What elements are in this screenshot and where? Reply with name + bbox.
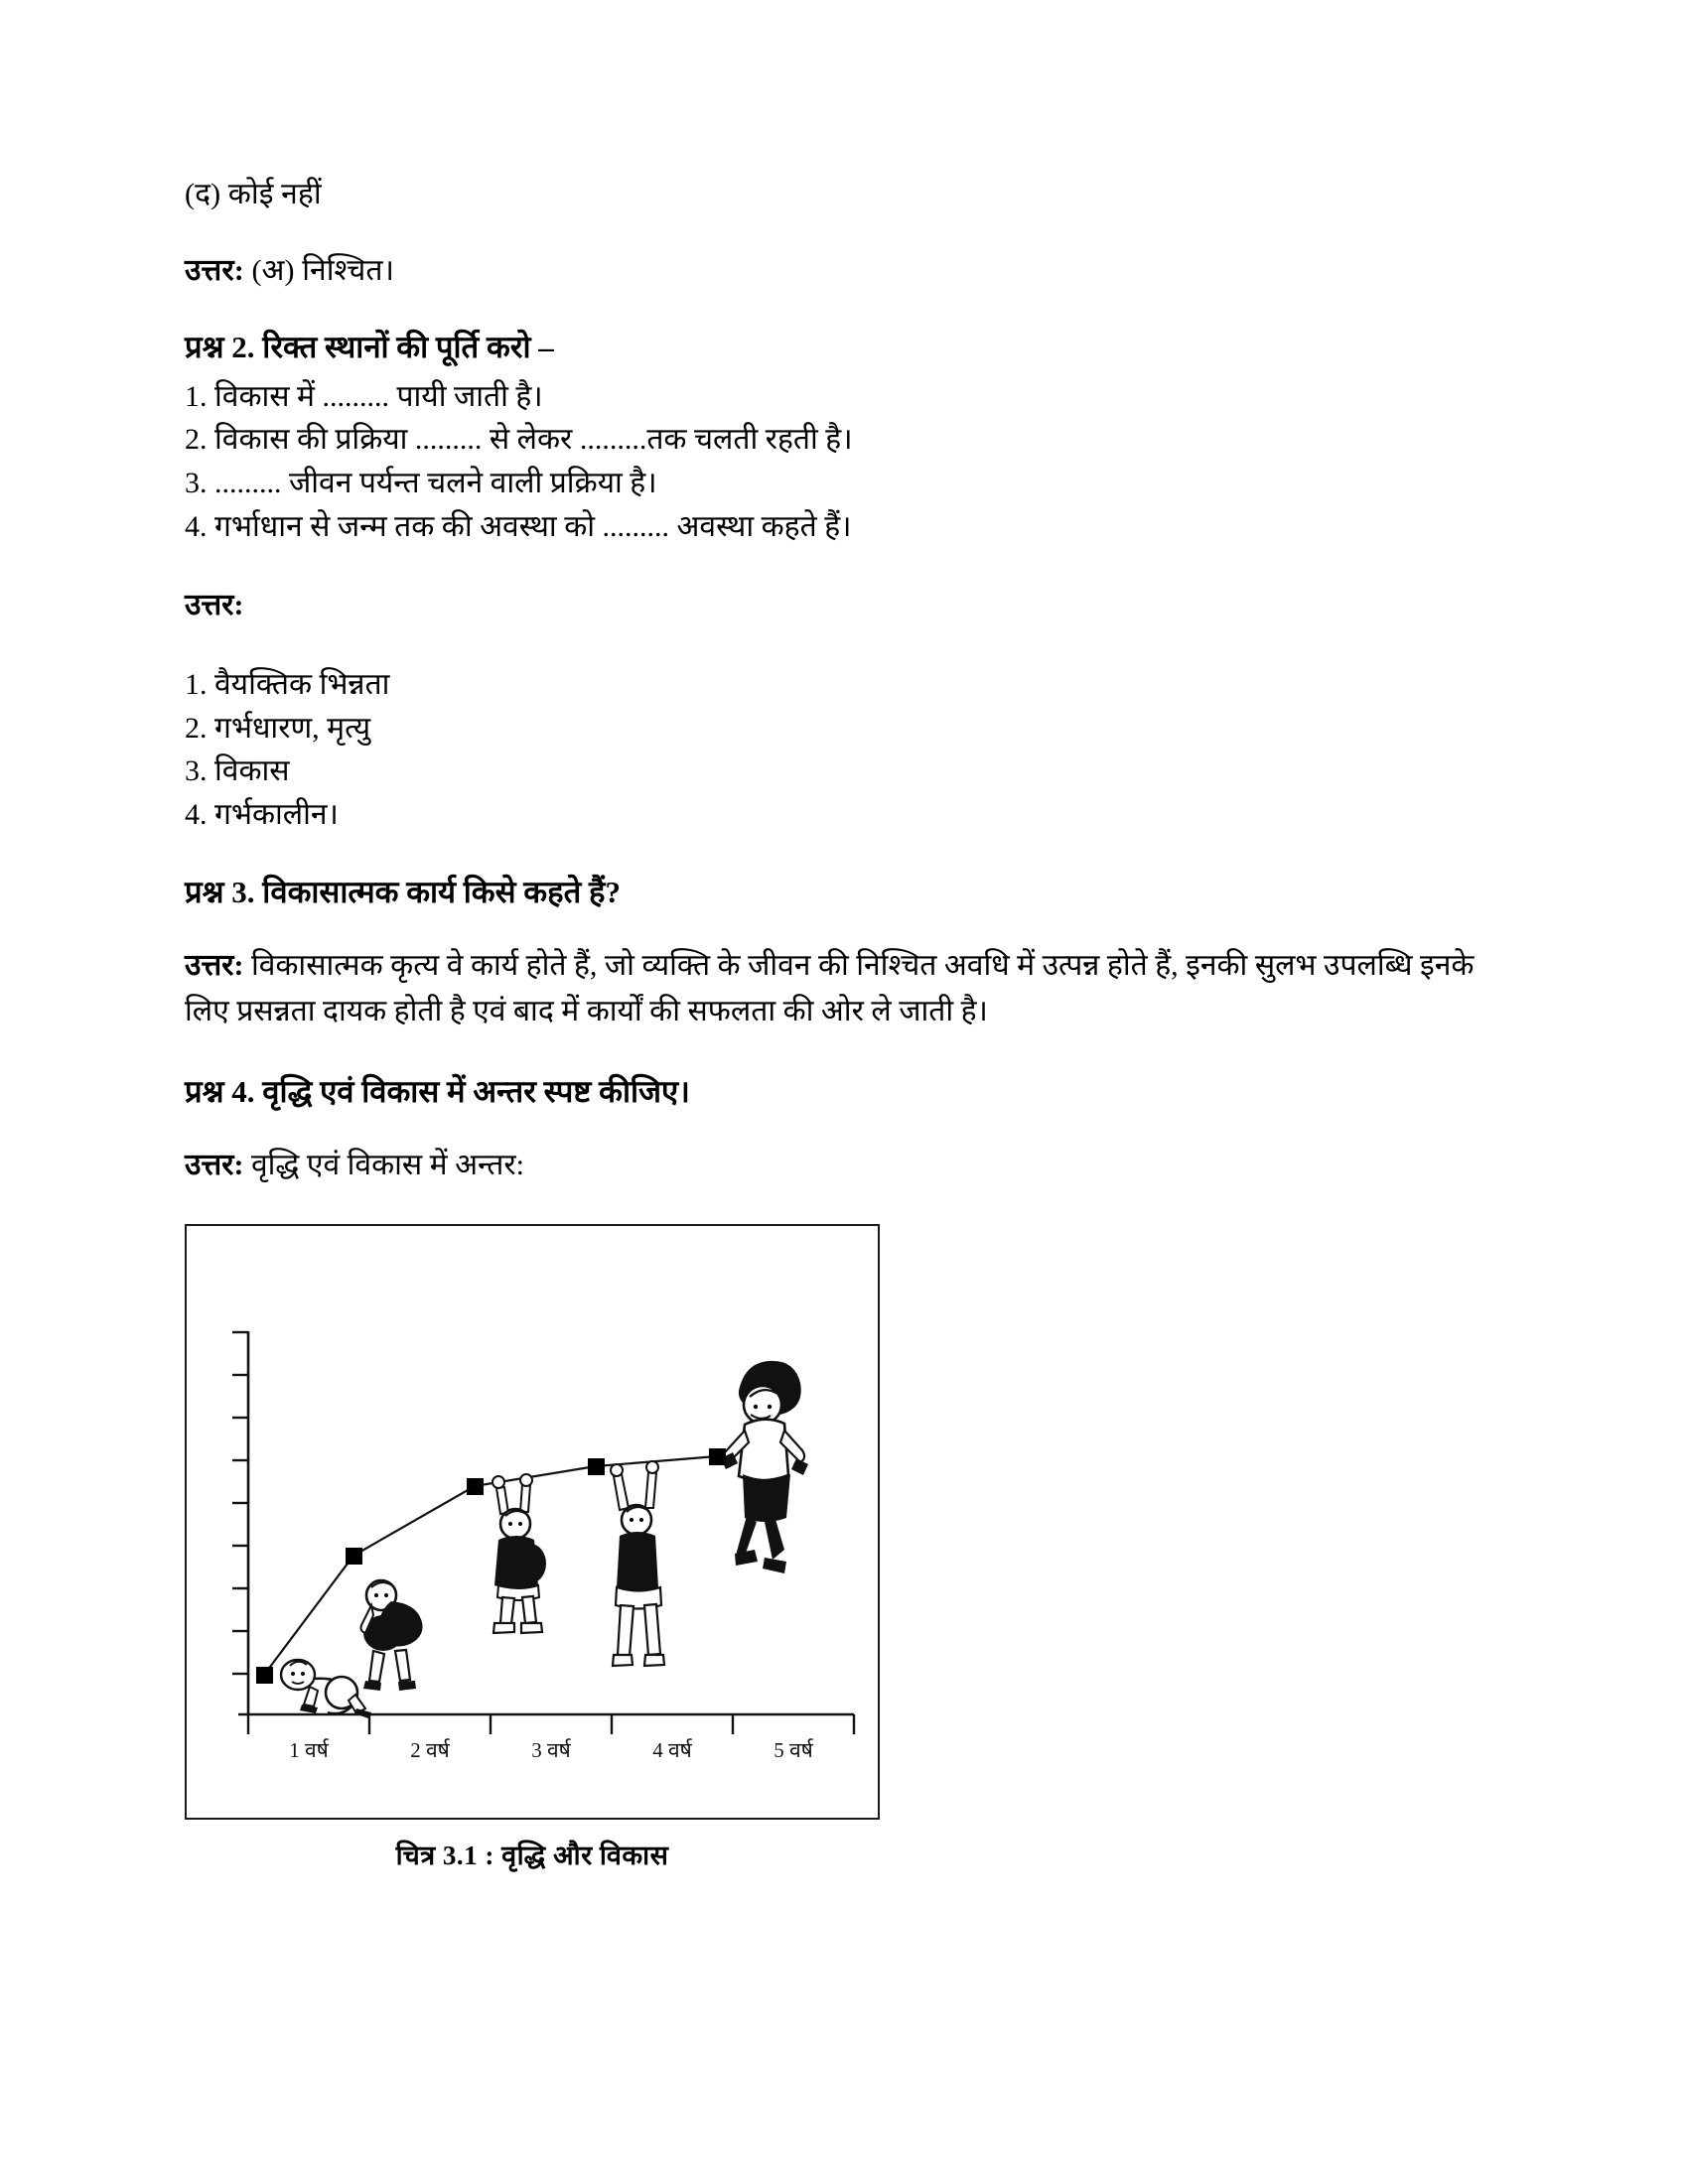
answer-1-text: (अ) निश्चित। bbox=[243, 253, 395, 287]
list-item: 1. वैयक्तिक भिन्नता bbox=[185, 667, 390, 701]
answer-1 bbox=[185, 250, 1505, 293]
data-point-1 bbox=[256, 1667, 273, 1684]
x-tick-label-1: 1 वर्ष bbox=[289, 1737, 329, 1762]
child-figure-4-years bbox=[611, 1461, 664, 1666]
question-2-heading: प्रश्न 2. रिक्त स्थानों की पूर्ति करो – bbox=[185, 330, 554, 365]
list-item: 2. विकास की प्रक्रिया ......... से लेकर .........तक चलती रहती है। bbox=[185, 423, 853, 457]
growth-development-chart bbox=[187, 1226, 880, 1820]
question-4-answer-text: वृद्धि एवं विकास में अन्तर: bbox=[243, 1148, 524, 1181]
option-d-text: (द) कोई नहीं bbox=[185, 178, 322, 210]
question-2-answers-list bbox=[185, 663, 1505, 837]
figure-border-box bbox=[185, 1224, 880, 1820]
child-figure-1-year bbox=[281, 1660, 371, 1718]
y-axis-ticks bbox=[232, 1332, 248, 1674]
list-item: 2. गर्भधारण, मृत्यु bbox=[185, 711, 371, 745]
question-4-answer-label: उत्तर: bbox=[185, 1148, 244, 1181]
figure-3-1 bbox=[185, 1224, 902, 1872]
list-item: 1. विकास में ......... पायी जाती है। bbox=[185, 379, 543, 413]
child-figure-3-years bbox=[492, 1474, 546, 1633]
question-3-heading: प्रश्न 3. विकासात्मक कार्य किसे कहते हैं? bbox=[185, 874, 621, 909]
answer-1-label: उत्तर: bbox=[185, 253, 244, 287]
list-item: 3. विकास bbox=[185, 754, 290, 788]
list-item: 4. गर्भाधान से जन्म तक की अवस्था को ......... अवस्था कहते हैं। bbox=[185, 509, 852, 543]
data-point-2 bbox=[346, 1548, 362, 1565]
data-point-5 bbox=[709, 1448, 726, 1465]
list-item: 3. ......... जीवन पर्यन्त चलने वाली प्रक्रिया है। bbox=[185, 467, 657, 500]
child-figure-2-years bbox=[361, 1580, 423, 1691]
question-3-answer bbox=[185, 943, 1505, 1033]
figure-caption: चित्र 3.1 : वृद्धि और विकास bbox=[395, 1840, 669, 1870]
x-tick-label-4: 4 वर्ष bbox=[652, 1737, 692, 1762]
page-content bbox=[185, 174, 1505, 1872]
question-3-answer-text: विकासात्मक कृत्य वे कार्य होते हैं, जो व्यक्ति के जीवन की निश्चित अवधि में उत्पन्न होते हैं, इनकी सुलभ उपलब्धि इनके लिए प्रसन्नता दायक होती है एवं बाद में कार्यों की सफलता की ओर ले जाती है। bbox=[185, 949, 1475, 1027]
data-point-4 bbox=[588, 1458, 605, 1475]
question-4-heading: प्रश्न 4. वृद्धि एवं विकास में अन्तर स्पष्ट कीजिए। bbox=[185, 1073, 690, 1109]
question-2-answer-label: उत्तर: bbox=[185, 588, 244, 621]
x-tick-label-5: 5 वर्ष bbox=[774, 1737, 813, 1762]
x-tick-label-2: 2 वर्ष bbox=[410, 1737, 450, 1762]
list-item: 4. गर्भकालीन। bbox=[185, 798, 339, 832]
child-figure-5-years bbox=[721, 1360, 808, 1572]
x-axis-ticks bbox=[248, 1714, 854, 1734]
question-2-blanks-list bbox=[185, 375, 1505, 549]
question-4-answer bbox=[185, 1143, 1505, 1188]
data-point-3 bbox=[467, 1478, 484, 1495]
x-tick-label-3: 3 वर्ष bbox=[531, 1737, 571, 1762]
question-3-answer-label: उत्तर: bbox=[185, 949, 244, 983]
